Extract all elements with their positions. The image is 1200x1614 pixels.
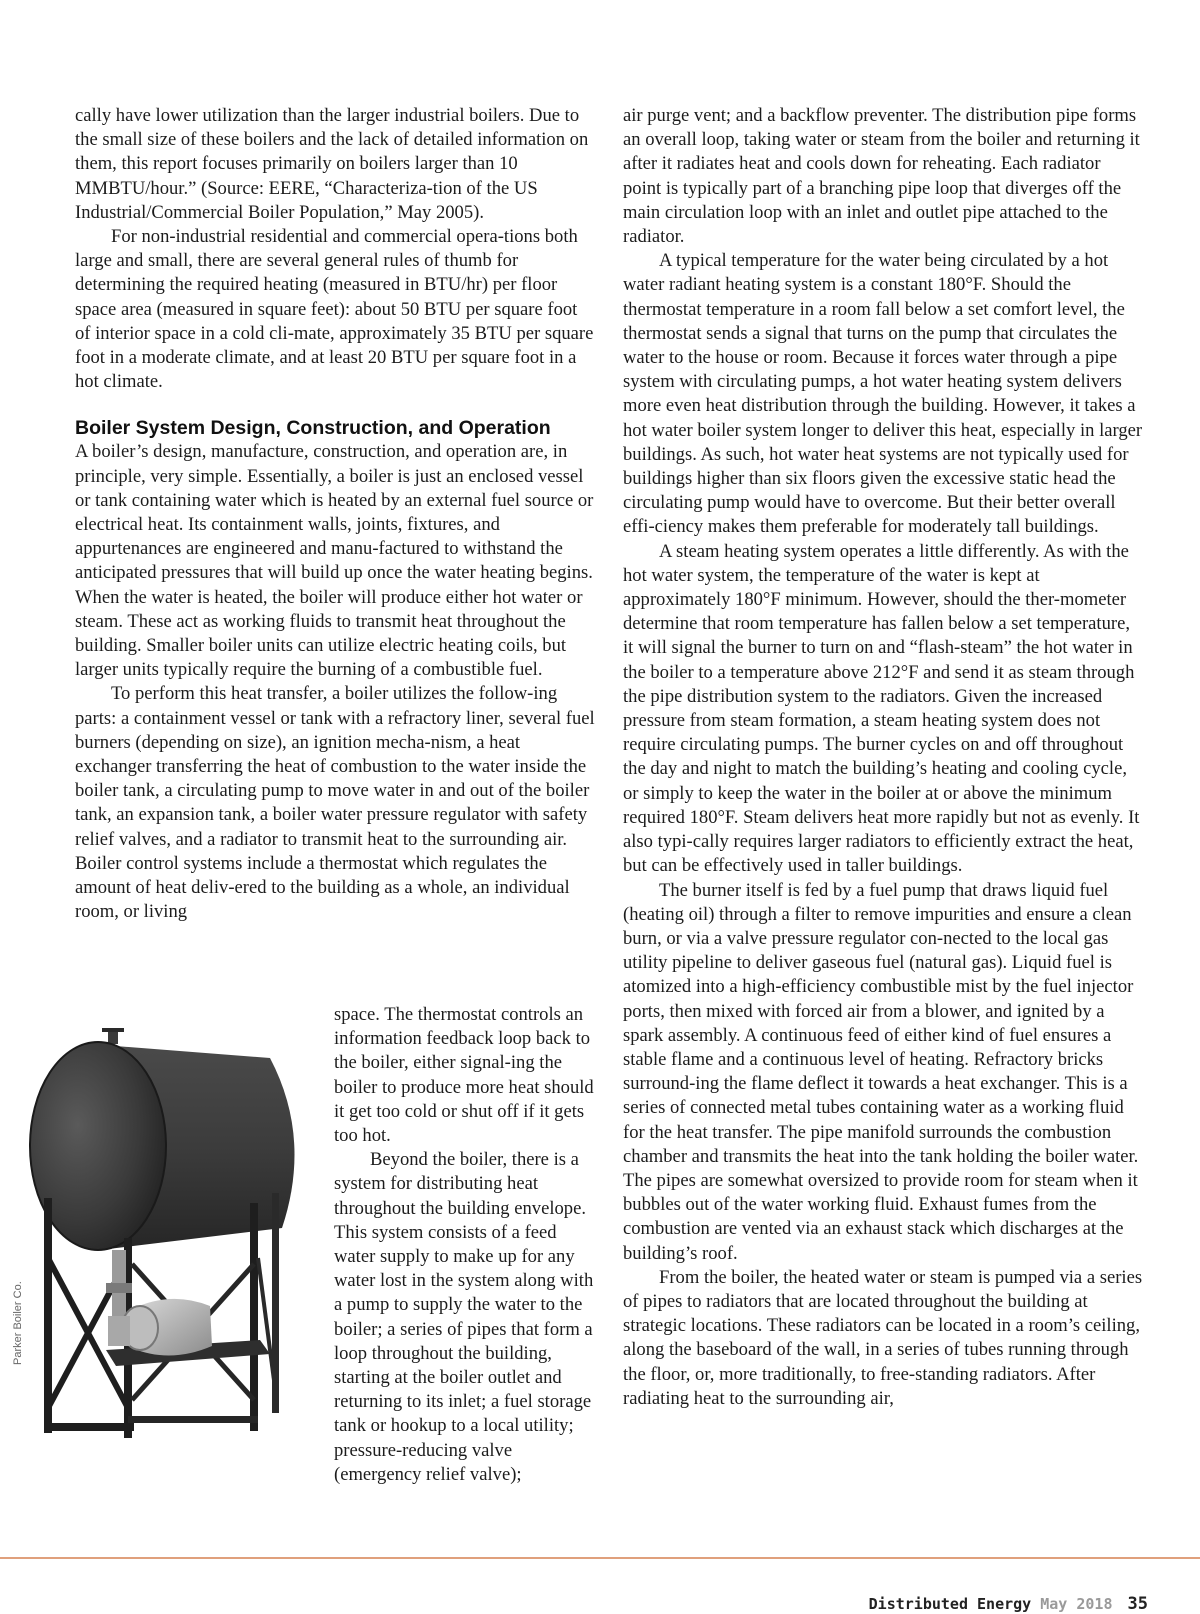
page-number: 35 [1127, 1594, 1148, 1614]
paragraph: Beyond the boiler, there is a system for distributing heat throughout the building envelope. This system consists of a feed water supply to make up for any water lost in the system along with a pump to supply the water to the boiler; a series of pipes that form a loop throughout the building, starting at the boiler outlet and returning to its inlet; a fuel storage tank or hookup to a local utility; pressure-reducing valve (emergency relief valve); [334, 1149, 594, 1485]
boiler-tank-photo [20, 1028, 325, 1443]
paragraph: A typical temperature for the water being circulated by a hot water radiant heating system is a constant 180°F. Should the thermostat temperature in a room fall below a set comfort level, the thermostat sends a signal that turns on the pump that circulates the water to the house or room. Because it forces water through a pipe system with circulating pumps, a hot water heating system delivers more even heat distribution through the building. However, it takes a hot water boiler system longer to deliver this heat, especially in larger buildings. As such, hot water heat systems are not typically used for buildings higher than six floors given the excessive static head the circulating pump would have to overcome. But their better overall effi-ciency makes them preferable for moderately tall buildings. [623, 250, 1143, 538]
left-column [75, 104, 595, 925]
paragraph: space. The thermostat controls an information feedback loop back to the boiler, either signal-ing the boiler to produce more heat should it get too cold or shut off if it gets too hot. [334, 1004, 594, 1147]
paragraph: cally have lower utilization than the larger industrial boilers. Due to the small size of these boilers and the lack of detailed information on them, this report focuses primarily on boilers larger than 10 MMBTU/hour.” (Source: EERE, “Characteriza-tion of the US Industrial/Commercial Boiler Population,” May 2005). [75, 105, 589, 223]
boiler-tank-illustration [20, 1028, 325, 1443]
paragraph: From the boiler, the heated water or steam is pumped via a series of pipes to radiators that are located throughout the building at strategic locations. These radiators can be located in a room’s ceiling, along the baseboard of the wall, in a series of tubes running through the floor, or, more traditionally, to free-standing radiators. After radiating heat to the surrounding air, [623, 1266, 1143, 1409]
paragraph: A boiler’s design, manufacture, construction, and operation are, in principle, very simple. Essentially, a boiler is just an enclosed vessel or tank containing water which is heated by an external fuel source or electrical heat. Its containment walls, joints, fixtures, and appurtenances are engineered and manu-factured to withstand the anticipated pressures that will build up once the water heating begins. When the water is heated, the boiler will produce either hot water or steam. These act as working fluids to transmit heat throughout the building. Smaller boiler units can utilize electric heating coils, but larger units typically require the burning of a combustible fuel. [75, 441, 594, 681]
photo-credit: Parker Boiler Co. [12, 1281, 24, 1365]
paragraph: For non-industrial residential and commercial opera-tions both large and small, there are several general rules of thumb for determining the required heating (measured in BTU/hr) per floor space area (measured in square feet): about 50 BTU per square foot of interior space in a cold cli-mate, approximately 35 BTU per square foot in a moderate climate, and at least 20 BTU per square foot in a hot climate. [75, 226, 594, 393]
right-column [623, 104, 1143, 1411]
footer-rule [0, 1557, 1200, 1559]
issue-date: May 2018 [1040, 1595, 1113, 1613]
page-footer [869, 1594, 1148, 1614]
section-heading: Boiler System Design, Construction, and Operation [75, 417, 551, 440]
paragraph: To perform this heat transfer, a boiler utilizes the follow-ing parts: a containment vessel or tank with a refractory liner, several fuel burners (depending on size), an ignition mecha-nism, a heat exchanger transferring the heat of combustion to the water inside the boiler tank, a circulating pump to move water in and out of the boiler tank, an expansion tank, a boiler water pressure regulator with safety relief valves, and a radiator to transmit heat to the surrounding air. Boiler control systems include a thermostat which regulates the amount of heat deliv-ered to the building as a whole, an individual room, or living [75, 683, 595, 923]
paragraph: The burner itself is fed by a fuel pump that draws liquid fuel (heating oil) through a filter to remove impurities and ensure a clean burn, or via a valve pressure regulator con-nected to the local gas utility pipeline to deliver gaseous fuel (natural gas). Liquid fuel is atomized into a high-efficiency combustible mist by the fuel injector ports, then mixed with forced air from a blower, and ignited by a spark assembly. A continuous feed of either kind of fuel ensures a stable flame and a continuous level of heating. Refractory bricks surround-ing the flame deflect it towards a heat exchanger. This is a series of connected metal tubes containing water as a working fluid for the heat transfer. The pipe manifold surrounds the combustion chamber and transmits the heat into the tank holding the boiler water. The pipes are somewhat oversized to provide room for steam when it bubbles out of the water working fluid. Exhaust fumes from the combustion are vented via an exhaust stack which discharges at the building’s roof. [623, 879, 1139, 1264]
wrapped-text-block [334, 1003, 596, 1487]
publication-name: Distributed Energy [868, 1595, 1032, 1613]
paragraph: air purge vent; and a backflow preventer. The distribution pipe forms an overall loop, taking water or steam from the boiler and returning it after it radiates heat and cools down for reheating. Each radiator point is typically part of a branching pipe loop that diverges off the main circulation loop with an inlet and outlet pipe attached to the radiator. [623, 105, 1140, 248]
paragraph: A steam heating system operates a little differently. As with the hot water system, the temperature of the water is kept at approximately 180°F minimum. However, should the ther-mometer determine that room temperature has fallen below a set temperature, it will signal the burner to turn on and “flash-steam” the hot water in the boiler to a temperature above 212°F and send it as steam through the pipe distribution system to the radiators. Given the increased pressure from steam formation, a steam heating system does not require circulating pumps. The burner cycles on and off throughout the day and night to match the building’s heating and cooling cycle, or simply to keep the water in the boiler at or above the minimum required 180°F. Steam delivers heat more rapidly but not as evenly. It also typi-cally requires larger radiators to efficiently extract the heat, but can be effectively used in taller buildings. [623, 540, 1140, 877]
